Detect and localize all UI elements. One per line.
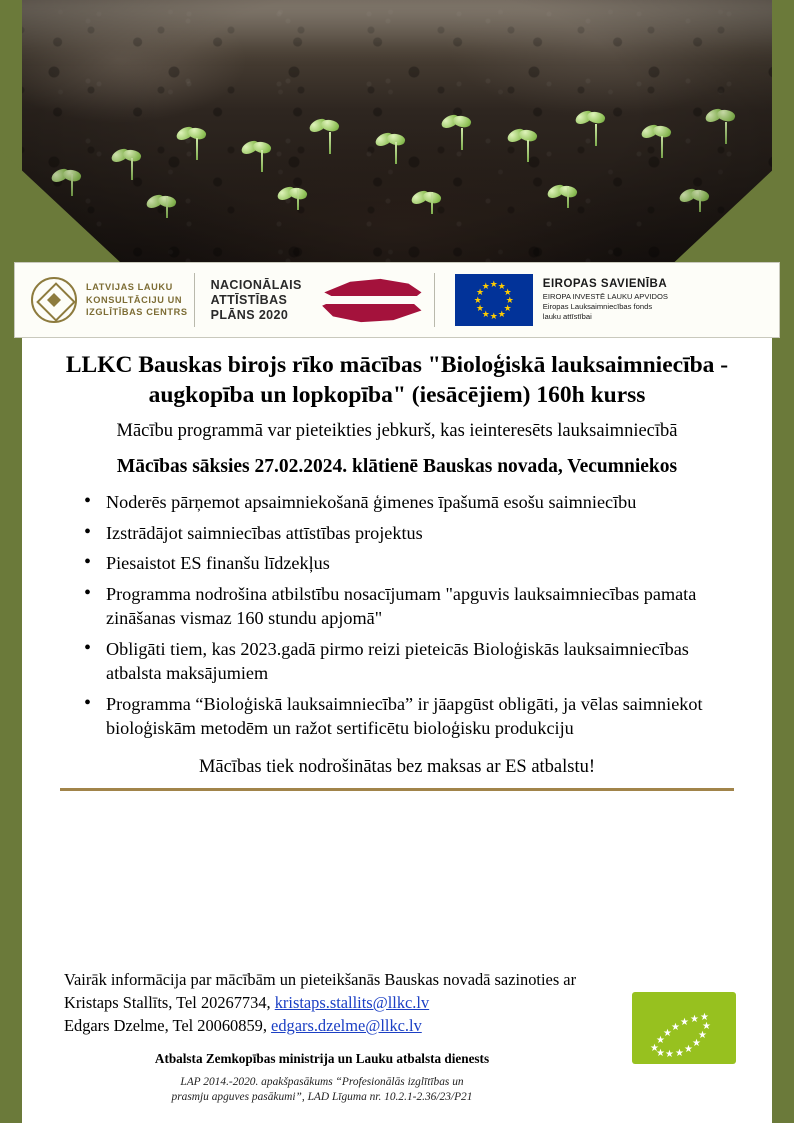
organic-star-icon: ★ [656,1048,665,1059]
eu-star-icon: ★ [497,281,506,292]
contact-email-link[interactable]: edgars.dzelme@llkc.lv [271,1016,422,1035]
eu-star-icon: ★ [489,279,498,289]
divider [60,788,734,791]
nap-line-2: ATTĪSTĪBAS [210,292,288,307]
eu-sub-line-1: EIROPA INVESTĒ LAUKU APVIDOS [542,292,668,301]
organic-star-icon: ★ [702,1021,711,1032]
page-title: LLKC Bauskas birojs rīko mācības "Bioloģiskā lauksaimniecība - augkopība un lopkopība" (iesācējiem) 160h kurss [65,352,729,408]
organic-star-icon: ★ [690,1014,699,1025]
llkc-line-1: LATVIJAS LAUKU [86,282,173,293]
nap-line-3: PLĀNS 2020 [210,307,289,322]
contact-name: Edgars Dzelme, Tel 20060859, [64,1016,267,1035]
eu-star-icon: ★ [497,308,506,319]
eu-logo-text [533,278,668,322]
eu-organic-farming-logo-icon [632,992,736,1064]
contact-email-link[interactable]: kristaps.stallits@llkc.lv [274,993,430,1012]
organic-star-icon: ★ [656,1035,665,1046]
logo-divider [194,273,195,327]
organic-star-icon: ★ [698,1030,707,1041]
eu-star-icon: ★ [473,295,482,305]
eu-star-icon: ★ [489,311,498,321]
list-item: • Obligāti tiem, kas 2023.gadā pirmo reizi pieteicās Bioloģiskās lauksaimniecības atbalsta maksājumiem [84,637,746,686]
benefits-list [22,490,772,741]
organic-star-icon: ★ [671,1022,680,1033]
llkc-line-2: KONSULTĀCIJU UN [86,294,183,305]
list-item: • Izstrādājot saimniecības attīstības projektus [84,521,746,546]
list-item: • Noderēs pārņemot apsaimniekošanā ģimenes īpašumā esošu saimniecību [84,490,746,515]
eu-subtitle [543,292,668,322]
latvia-white-stripe [318,296,426,304]
eu-title: EIROPAS SAVIENĪBA [542,278,668,290]
start-date-line: Mācības sāksies 27.02.2024. klātienē Bauskas novada, Vecumniekos [116,456,678,477]
llkc-logo-text [86,281,188,319]
eu-star-icon: ★ [475,303,485,313]
latvia-map-flag-icon [316,274,428,326]
eu-logo [441,263,668,337]
llkc-line-3: IZGLĪTĪBAS CENTRS [86,307,188,318]
free-of-charge-note: Mācības tiek nodrošinātas bez maksas ar ES atbalstu! [198,756,596,777]
llkc-emblem-icon [31,277,77,323]
list-item: • Programma “Bioloģiskā lauksaimniecība” ir jāapgūst obligāti, ja vēlas saimniekot bioloģiskām metodēm un ražot sertificētu bioloģisku produkciju [84,692,746,741]
eu-star-icon: ★ [475,287,485,297]
organic-star-icon: ★ [650,1043,659,1054]
contact-row [64,991,582,1014]
contact-name: Kristaps Stallīts, Tel 20267734, [64,993,271,1012]
sponsor-logo-strip [14,262,780,338]
nap-line-1: NACIONĀLAIS [210,277,302,292]
eu-flag-icon [455,274,533,326]
eu-star-icon: ★ [481,308,490,319]
organic-star-icon: ★ [675,1048,684,1059]
logo-divider [434,273,435,327]
subtitle: Mācību programmā var pieteikties jebkurš, kas ieinteresēts lauksaimniecībā [116,421,678,441]
fine-print-line-1: LAP 2014.-2020. apakšpasākums “Profesionālās izglītības un [180,1076,464,1088]
eu-star-icon: ★ [505,295,514,305]
contact-row [64,1014,582,1037]
eu-star-icon: ★ [503,303,512,313]
list-item: • Programma nodrošina atbilstību nosacījumam "apguvis lauksaimniecības pamata zināšanas vismaz 160 stundu apjomā" [84,582,746,631]
eu-sub-line-3: lauku attīstībai [542,312,592,321]
organic-star-icon: ★ [700,1012,709,1023]
fine-print-line-2: prasmju apguves pasākumi”, LAD Līguma nr. 10.2.1-2.36/23/P21 [171,1091,473,1103]
hero-photo [0,0,794,262]
fine-print [22,1075,772,1105]
nap-2020-logo [201,263,428,337]
organic-star-icon: ★ [663,1028,672,1039]
organic-star-icon: ★ [684,1044,693,1055]
photo-vignette [0,0,794,262]
contact-intro: Vairāk informācija par mācībām un pieteikšanās Bauskas novadā sazinoties ar [64,970,577,989]
organic-star-icon: ★ [680,1017,689,1028]
support-line: Atbalsta Zemkopības ministrija un Lauku atbalsta dienests [154,1051,490,1066]
eu-sub-line-2: Eiropas Lauksaimniecības fonds [542,302,653,311]
eu-star-icon: ★ [503,287,512,297]
contact-block [22,968,582,1037]
nap-logo-text [201,278,302,323]
eu-star-icon: ★ [481,281,490,292]
poster-body [22,350,772,791]
llkc-logo [15,263,188,337]
organic-star-icon: ★ [692,1038,701,1049]
organic-star-icon: ★ [665,1049,674,1060]
list-item: • Piesaistot ES finanšu līdzekļus [84,551,746,576]
